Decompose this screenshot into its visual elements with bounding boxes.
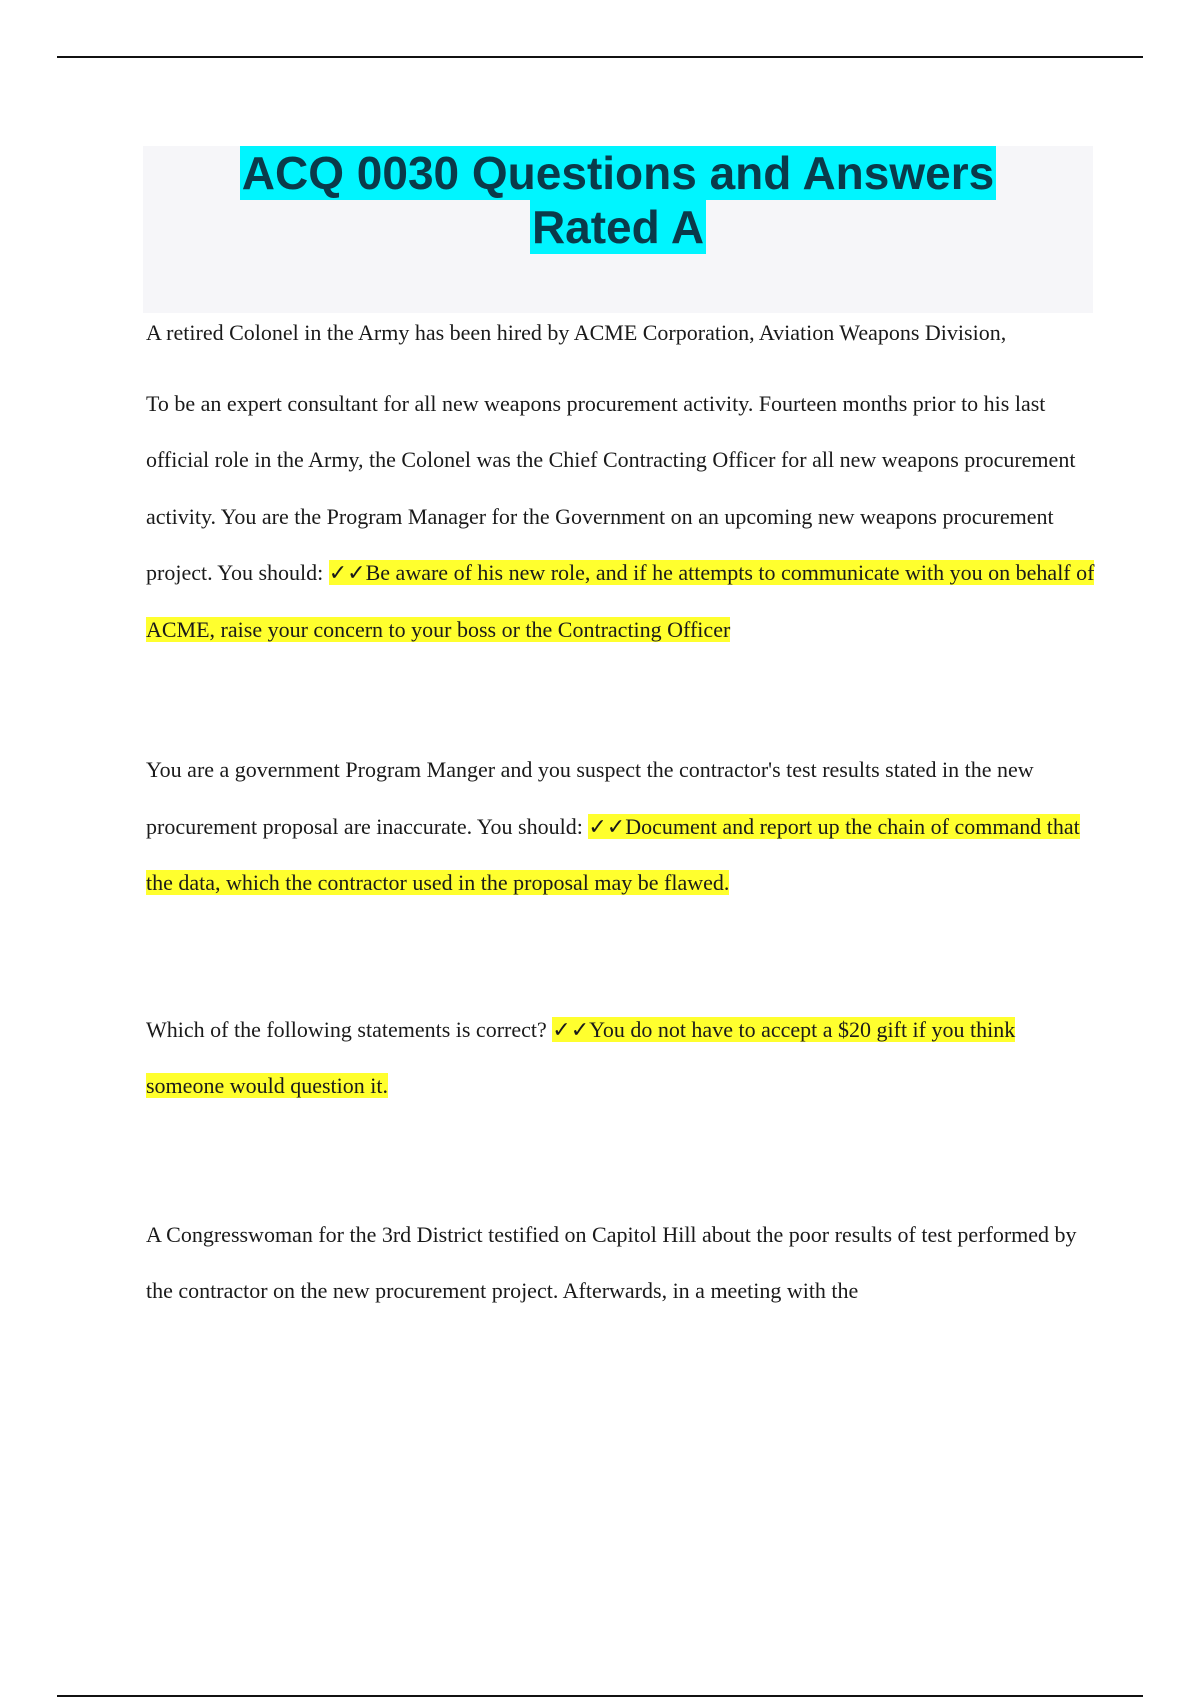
question-1	[146, 376, 1096, 659]
title-banner	[143, 146, 1093, 313]
question-3-text: Which of the following statements is correct?	[146, 1016, 553, 1042]
question-3	[146, 1002, 1096, 1115]
answer-1: ✓✓Be aware of his new role, and if he attempts to communicate with you on behalf of ACME, raise your concern to your boss or the Contracting Officer	[146, 560, 1095, 642]
document-body	[146, 305, 1096, 1320]
answer-3: ✓✓You do not have to accept a $20 gift if you think someone would question it.	[146, 1016, 1016, 1098]
question-2	[146, 742, 1096, 912]
question-2-text: You are a government Program Manger and you suspect the contractor's test results stated in the new procurement proposal are inaccurate. You should:	[146, 757, 1034, 839]
title-line-1: ACQ 0030 Questions and Answers	[241, 147, 995, 199]
top-rule	[57, 56, 1143, 58]
bottom-rule	[57, 1695, 1143, 1697]
answer-2: ✓✓Document and report up the chain of command that the data, which the contractor used in the proposal may be flawed.	[146, 813, 1080, 895]
question-4	[146, 1207, 1096, 1320]
question-4-text: A Congresswoman for the 3rd District testified on Capitol Hill about the poor results of test performed by the contractor on the new procurement project. Afterwards, in a meeting with the	[146, 1221, 1077, 1303]
title-line-2: Rated A	[531, 201, 705, 253]
document-title	[143, 146, 1093, 254]
question-1-intro: A retired Colonel in the Army has been hired by ACME Corporation, Aviation Weapons Division,	[146, 320, 1007, 345]
question-1-text: To be an expert consultant for all new weapons procurement activity. Fourteen months prior to his last official role in the Army, the Colonel was the Chief Contracting Officer for all new weapons procurement activity. You are the Program Manager for the Government on an upcoming new weapons procurement project. You should:	[146, 390, 1076, 585]
